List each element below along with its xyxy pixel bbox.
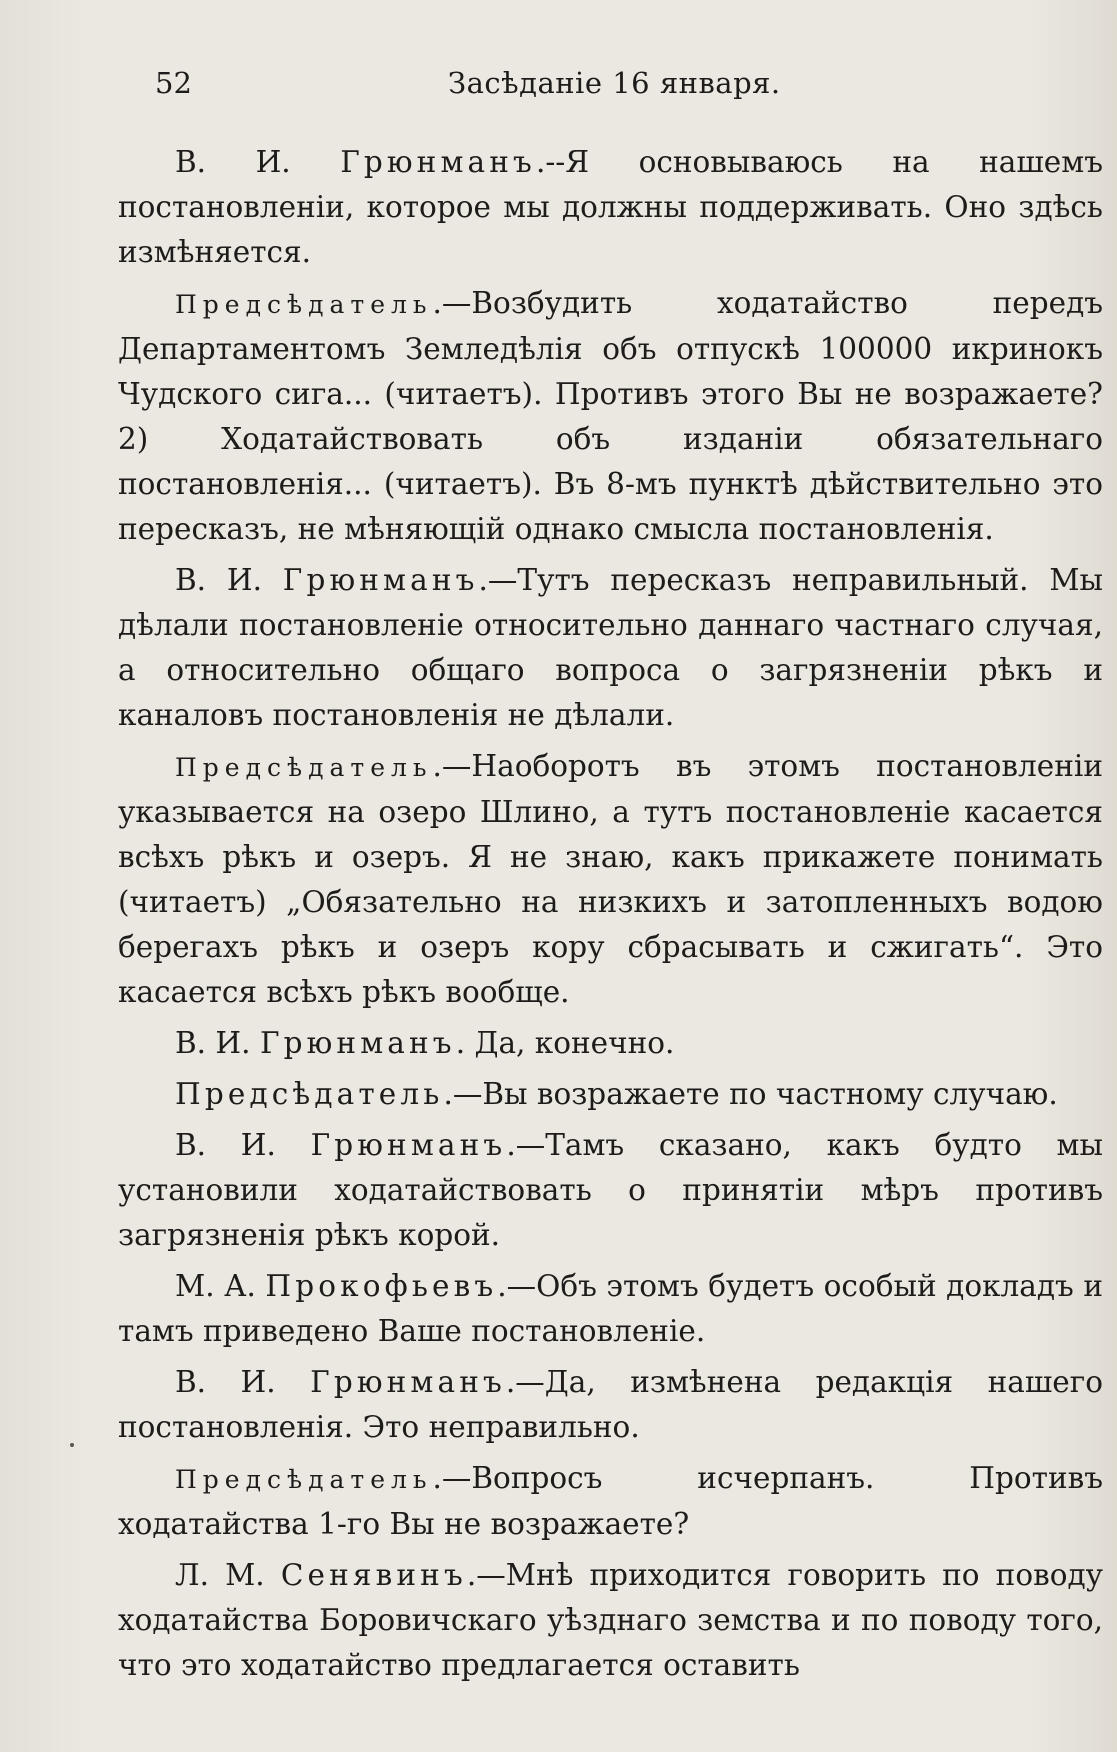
paragraph-gryunman-5 — [118, 1360, 1103, 1450]
page-header — [155, 66, 955, 106]
ink-speck — [70, 1443, 74, 1447]
speaker-initials: В. И. — [175, 1365, 276, 1399]
paragraph-chairman-4 — [118, 1456, 1103, 1547]
paragraph-text: . Да, конечно. — [455, 1026, 675, 1060]
paragraph-senyavin — [118, 1553, 1103, 1688]
speaker-name: Грюнманъ — [310, 1128, 507, 1162]
page-number: 52 — [155, 66, 192, 100]
speaker-initials: В. И. — [175, 563, 262, 597]
paragraph-text: .—Объ этомъ будетъ особый докладъ и тамъ приведено Ваше постановленіе. — [118, 1269, 1103, 1348]
text-block — [118, 140, 1103, 1688]
running-title: Засѣданіе 16 января. — [448, 66, 781, 100]
paragraph-chairman-2 — [118, 744, 1103, 1015]
speaker-name: Прокофьевъ — [265, 1269, 498, 1303]
paragraph-gryunman-3 — [118, 1021, 1103, 1066]
paragraph-text: .—Вы возражаете по частному случаю. — [443, 1077, 1058, 1111]
speaker-name: Предсѣдатель — [175, 1465, 433, 1494]
speaker-initials: В. И. — [175, 145, 291, 179]
paragraph-prokofiev — [118, 1264, 1103, 1354]
paragraph-text: .—Наоборотъ въ этомъ постановленіи указывается на озеро Шлино, а тутъ постановленіе касается всѣхъ рѣкъ и озеръ. Я не знаю, какъ прикажете понимать (читаетъ) „Обязательно на низкихъ и затопленныхъ водою берегахъ рѣкъ и озеръ кору сбрасывать и сжигать“. Это касается всѣхъ рѣкъ вообще. — [118, 749, 1103, 1009]
paragraph-chairman-3 — [118, 1072, 1103, 1117]
speaker-name: Сенявинъ — [280, 1558, 467, 1592]
speaker-name: Грюнманъ — [310, 1365, 506, 1399]
speaker-name: Грюнманъ — [259, 1026, 456, 1060]
paragraph-text: .—Вопросъ исчерпанъ. Противъ ходатайства 1-го Вы не возражаете? — [118, 1461, 1103, 1541]
paragraph-gryunman-4 — [118, 1123, 1103, 1258]
speaker-name: Предсѣдатель — [175, 1077, 444, 1111]
paragraph-text: .—Тутъ пересказъ неправильный. Мы дѣлали постановленіе относительно даннаго частнаго случая, а относительно общаго вопроса о загрязненіи рѣкъ и каналовъ постановленія не дѣлали. — [118, 563, 1103, 732]
paragraph-text: .—Тамъ сказано, какъ будто мы установили ходатайствовать о принятіи мѣръ противъ загрязненія рѣкъ корой. — [118, 1128, 1103, 1252]
speaker-initials: В. И. — [175, 1128, 276, 1162]
speaker-name: Предсѣдатель — [175, 753, 433, 782]
paragraph-gryunman-1 — [118, 140, 1103, 275]
paragraph-text: .—Да, измѣнена редакція нашего постановленія. Это неправильно. — [118, 1365, 1103, 1444]
paragraph-chairman-1 — [118, 281, 1103, 552]
speaker-name: Грюнманъ — [340, 145, 536, 179]
speaker-initials: М. А. — [175, 1269, 256, 1303]
speaker-name: Предсѣдатель — [175, 290, 433, 319]
speaker-name: Грюнманъ — [282, 563, 479, 597]
paragraph-text: .—Мнѣ приходится говорить по поводу ходатайства Боровичскаго уѣзднаго земства и по поводу того, что это ходатайство предлагается оставить — [118, 1558, 1103, 1682]
paragraph-text: .—Возбудить ходатайство передъ Департаментомъ Земледѣлія объ отпускѣ 100000 икринокъ Чудского сига... (читаетъ). Противъ этого Вы не возражаете? 2) Ходатайствовать объ изданіи обязательнаго постановленія... (читаетъ). Въ 8-мъ пунктѣ дѣйствительно это пересказъ, не мѣняющій однако смысла постановленія. — [118, 286, 1103, 546]
speaker-initials: В. И. — [175, 1026, 251, 1060]
speaker-initials: Л. М. — [175, 1558, 265, 1592]
paragraph-gryunman-2 — [118, 558, 1103, 738]
paragraph-text: .--Я основываюсь на нашемъ постановленіи, которое мы должны поддерживать. Оно здѣсь измѣняется. — [118, 145, 1103, 269]
